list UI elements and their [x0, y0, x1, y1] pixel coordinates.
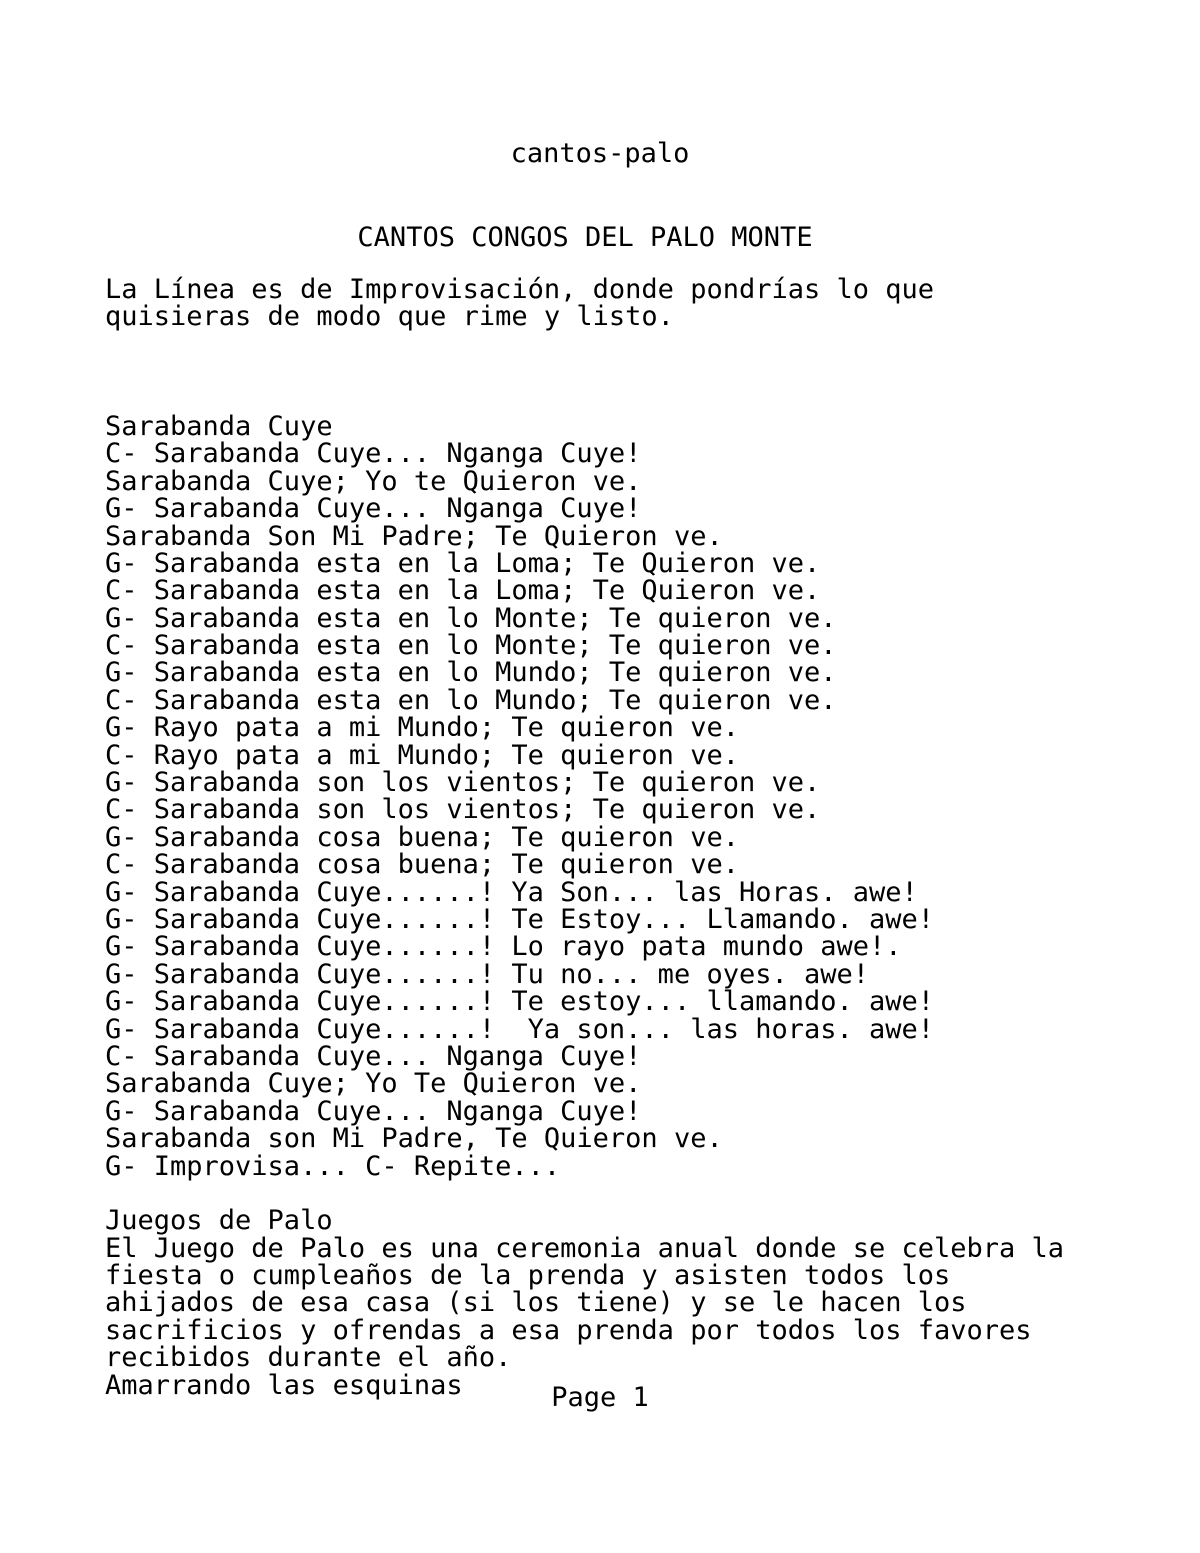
page-number: Page 1	[551, 1382, 649, 1413]
song-line: G- Sarabanda Cuye... Nganga Cuye!	[105, 1095, 642, 1127]
song-line: G- Sarabanda cosa buena; Te quieron ve.	[105, 821, 739, 853]
song-line: Sarabanda Cuye; Yo Te Quieron ve.	[105, 1068, 642, 1100]
intro-line: quisieras de modo que rime y listo.	[105, 301, 674, 333]
juegos-line: El Juego de Palo es una ceremonia anual donde se celebra la	[105, 1232, 1065, 1264]
song-line: C- Rayo pata a mi Mundo; Te quieron ve.	[105, 739, 739, 771]
song-line: G- Sarabanda son los vientos; Te quieron ve.	[105, 767, 821, 799]
song-line: C- Sarabanda Cuye... Nganga Cuye!	[105, 438, 642, 470]
song-line: C- Sarabanda esta en lo Mundo; Te quieron ve.	[105, 684, 837, 716]
song-line: G- Improvisa... C- Repite...	[105, 1150, 561, 1182]
song-line: G- Sarabanda Cuye......! Ya Son... las Horas. awe!	[105, 876, 918, 908]
song-line: G- Sarabanda Cuye......! Te Estoy... Llamando. awe!	[105, 903, 935, 935]
juegos-heading: Juegos de Palo	[105, 1205, 333, 1237]
document-body	[105, 276, 1185, 1399]
song-line: Sarabanda Cuye; Yo te Quieron ve.	[105, 465, 642, 497]
document-name: cantos-palo	[510, 138, 690, 169]
blank-line	[105, 331, 1185, 358]
song-line: G- Sarabanda Cuye......! Te estoy... llamando. awe!	[105, 986, 935, 1018]
song-line: G- Sarabanda esta en la Loma; Te Quieron ve.	[105, 547, 821, 579]
song-section	[105, 410, 1185, 1182]
song-line: G- Sarabanda Cuye......! Ya son... las horas. awe!	[105, 1013, 935, 1045]
song-line: C- Sarabanda Cuye... Nganga Cuye!	[105, 1040, 642, 1072]
song-heading: Sarabanda Cuye	[105, 410, 333, 442]
song-line: C- Sarabanda son los vientos; Te quieron ve.	[105, 794, 821, 826]
song-line: Sarabanda Son Mi Padre; Te Quieron ve.	[105, 520, 723, 552]
juegos-line: fiesta o cumpleaños de la prenda y asisten todos los	[105, 1260, 951, 1292]
blank-line	[105, 358, 1185, 385]
juegos-section	[105, 1207, 1185, 1399]
juegos-line: recibidos durante el año.	[105, 1342, 512, 1374]
song-line: C- Sarabanda esta en lo Monte; Te quieron ve.	[105, 630, 837, 662]
intro-line: La Línea es de Improvisación, donde pondrías lo que	[105, 274, 935, 305]
song-line: G- Sarabanda esta en lo Mundo; Te quieron ve.	[105, 657, 837, 689]
document-title: CANTOS CONGOS DEL PALO MONTE	[357, 222, 813, 253]
song-line: G- Rayo pata a mi Mundo; Te quieron ve.	[105, 712, 739, 744]
juegos-line: ahijados de esa casa (si los tiene) y se le hacen los	[105, 1287, 967, 1319]
juegos-line: Amarrando las esquinas	[105, 1369, 463, 1401]
song-line: C- Sarabanda esta en la Loma; Te Quieron ve.	[105, 575, 821, 607]
song-line: Sarabanda son Mi Padre, Te Quieron ve.	[105, 1123, 723, 1155]
blank-line	[105, 1180, 1185, 1207]
song-line: C- Sarabanda cosa buena; Te quieron ve.	[105, 849, 739, 881]
juegos-line: sacrificios y ofrendas a esa prenda por todos los favores	[105, 1314, 1032, 1346]
song-line: G- Sarabanda Cuye......! Lo rayo pata mundo awe!.	[105, 931, 902, 963]
song-line: G- Sarabanda Cuye... Nganga Cuye!	[105, 493, 642, 525]
blank-line	[105, 386, 1185, 413]
song-line: G- Sarabanda Cuye......! Tu no... me oyes. awe!	[105, 958, 870, 990]
intro-paragraph	[105, 276, 1185, 331]
song-line: G- Sarabanda esta en lo Monte; Te quieron ve.	[105, 602, 837, 634]
